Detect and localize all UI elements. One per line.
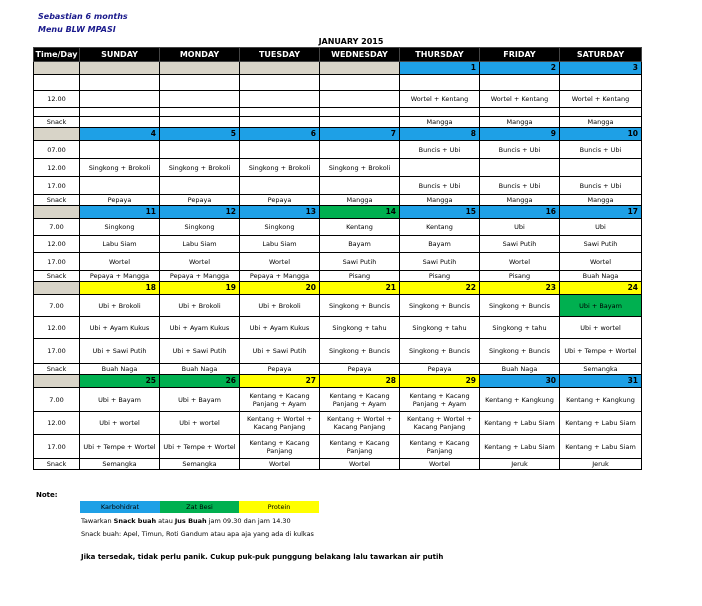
date-cell	[80, 62, 160, 75]
meal-cell: Jeruk	[480, 459, 560, 470]
meal-cell: Jeruk	[560, 459, 642, 470]
meal-cell: Singkong	[240, 219, 320, 236]
meal-cell: Pisang	[400, 271, 480, 282]
meal-cell: Semangka	[80, 459, 160, 470]
legend-carb: Karbohidrat	[80, 501, 160, 513]
week-time-cell	[34, 206, 80, 219]
meal-cell: Ubi + wortel	[560, 317, 642, 339]
choking-tip: Jika tersedak, tidak perlu panik. Cukup puk-puk punggung belakang lalu tawarkan air putih	[81, 553, 444, 561]
meal-cell: Ubi	[560, 219, 642, 236]
meal-cell: Pisang	[320, 271, 400, 282]
meal-row	[34, 317, 642, 339]
meal-calendar	[33, 47, 642, 470]
time-cell: 17.00	[34, 339, 80, 364]
date-cell: 25	[80, 375, 160, 388]
meal-cell: Pepaya + Mangga	[80, 271, 160, 282]
time-cell: Snack	[34, 364, 80, 375]
meal-cell: Ubi + Ayam Kukus	[80, 317, 160, 339]
meal-cell: Wortel + Kentang	[480, 91, 560, 108]
date-cell: 23	[480, 282, 560, 295]
time-cell: 17.00	[34, 435, 80, 459]
meal-cell: Wortel	[560, 253, 642, 271]
meal-cell: Pepaya + Mangga	[160, 271, 240, 282]
date-cell: 21	[320, 282, 400, 295]
meal-cell: Pepaya	[240, 195, 320, 206]
date-cell	[320, 62, 400, 75]
week-time-cell	[34, 128, 80, 141]
meal-cell	[240, 141, 320, 159]
date-cell: 4	[80, 128, 160, 141]
meal-cell: Wortel	[480, 253, 560, 271]
time-cell: 12.00	[34, 412, 80, 435]
meal-cell: Labu Siam	[240, 236, 320, 253]
meal-cell	[80, 117, 160, 128]
meal-cell	[160, 117, 240, 128]
meal-cell: Buah Naga	[560, 271, 642, 282]
snack-list-note: Snack buah: Apel, Timun, Roti Gandum atau apa aja yang ada di kulkas	[81, 530, 314, 538]
date-cell: 9	[480, 128, 560, 141]
time-cell: 17.00	[34, 253, 80, 271]
meal-cell: Kentang + Kacang Panjang	[240, 435, 320, 459]
meal-cell: Buncis + Ubi	[400, 141, 480, 159]
date-cell	[160, 62, 240, 75]
week-date-row	[34, 375, 642, 388]
meal-cell: Mangga	[480, 117, 560, 128]
date-cell: 8	[400, 128, 480, 141]
meal-row	[34, 388, 642, 412]
meal-row	[34, 236, 642, 253]
time-cell: 12.00	[34, 317, 80, 339]
meal-cell: Ubi	[480, 219, 560, 236]
date-cell: 13	[240, 206, 320, 219]
meal-cell	[80, 91, 160, 108]
meal-cell: Kentang + Labu Siam	[480, 435, 560, 459]
meal-cell	[240, 75, 320, 91]
meal-cell	[80, 141, 160, 159]
day-header-sunday: SUNDAY	[80, 48, 160, 62]
meal-row	[34, 117, 642, 128]
date-cell: 3	[560, 62, 642, 75]
legend-protein: Protein	[239, 501, 319, 513]
meal-cell: Mangga	[400, 195, 480, 206]
meal-cell: Semangka	[560, 364, 642, 375]
time-cell: 12.00	[34, 236, 80, 253]
meal-cell: Ubi + Ayam Kukus	[240, 317, 320, 339]
meal-row	[34, 459, 642, 470]
meal-cell: Singkong + Brokoli	[240, 159, 320, 177]
meal-cell: Bayam	[400, 236, 480, 253]
week-date-row	[34, 206, 642, 219]
meal-cell: Bayam	[320, 236, 400, 253]
date-cell: 31	[560, 375, 642, 388]
meal-cell: Kentang + Kacang Panjang + Ayam	[240, 388, 320, 412]
meal-cell: Ubi + Brokoli	[160, 295, 240, 317]
meal-cell	[160, 108, 240, 117]
meal-cell: Ubi + Tempe + Wortel	[80, 435, 160, 459]
meal-cell	[240, 117, 320, 128]
meal-cell: Mangga	[480, 195, 560, 206]
date-cell: 2	[480, 62, 560, 75]
snack-note: Tawarkan Snack buah atau Jus Buah jam 09.30 dan jam 14.30	[81, 517, 291, 525]
meal-cell: Sawi Putih	[480, 236, 560, 253]
date-cell: 12	[160, 206, 240, 219]
time-cell: 07.00	[34, 141, 80, 159]
date-cell	[240, 62, 320, 75]
meal-cell: Kentang + Kacang Panjang + Ayam	[320, 388, 400, 412]
meal-cell	[80, 75, 160, 91]
time-cell: 12.00	[34, 91, 80, 108]
meal-cell	[320, 108, 400, 117]
meal-cell: Singkong + Buncis	[400, 295, 480, 317]
meal-cell	[80, 108, 160, 117]
meal-cell: Ubi + wortel	[160, 412, 240, 435]
meal-cell: Ubi + Bayam	[80, 388, 160, 412]
meal-cell	[400, 159, 480, 177]
meal-cell	[320, 117, 400, 128]
meal-cell: Pepaya	[160, 195, 240, 206]
meal-cell: Kentang + Labu Siam	[480, 412, 560, 435]
meal-cell: Buncis + Ubi	[480, 141, 560, 159]
meal-cell: Ubi + Sawi Putih	[240, 339, 320, 364]
meal-cell	[240, 177, 320, 195]
date-cell: 11	[80, 206, 160, 219]
meal-row	[34, 195, 642, 206]
date-cell: 30	[480, 375, 560, 388]
meal-cell: Mangga	[560, 195, 642, 206]
meal-cell: Kentang + Kacang Panjang	[400, 435, 480, 459]
time-cell	[34, 75, 80, 91]
meal-cell	[80, 177, 160, 195]
meal-cell: Sawi Putih	[400, 253, 480, 271]
meal-cell: Buncis + Ubi	[560, 141, 642, 159]
meal-row	[34, 435, 642, 459]
meal-cell	[160, 75, 240, 91]
meal-cell: Wortel	[240, 253, 320, 271]
meal-cell: Kentang + Labu Siam	[560, 412, 642, 435]
date-cell: 7	[320, 128, 400, 141]
meal-cell	[160, 177, 240, 195]
meal-cell: Mangga	[560, 117, 642, 128]
date-cell: 15	[400, 206, 480, 219]
meal-cell: Singkong + Buncis	[480, 295, 560, 317]
day-header-friday: FRIDAY	[480, 48, 560, 62]
week-time-cell	[34, 375, 80, 388]
meal-cell	[320, 141, 400, 159]
week-time-cell	[34, 62, 80, 75]
meal-cell	[480, 159, 560, 177]
meal-cell: Pepaya	[400, 364, 480, 375]
meal-cell: Kentang + Kacang Panjang + Ayam	[400, 388, 480, 412]
meal-cell: Singkong	[80, 219, 160, 236]
time-cell: Snack	[34, 117, 80, 128]
meal-cell: Ubi + Sawi Putih	[160, 339, 240, 364]
date-cell: 17	[560, 206, 642, 219]
meal-cell: Singkong + Buncis	[400, 339, 480, 364]
meal-cell	[560, 159, 642, 177]
meal-cell: Kentang + Wortel + Kacang Panjang	[400, 412, 480, 435]
meal-cell: Singkong + tahu	[400, 317, 480, 339]
meal-cell: Wortel	[80, 253, 160, 271]
meal-cell	[320, 75, 400, 91]
meal-cell: Kentang	[320, 219, 400, 236]
meal-cell: Kentang + Kangkung	[480, 388, 560, 412]
meal-row	[34, 219, 642, 236]
meal-cell: Kentang + Wortel + Kacang Panjang	[240, 412, 320, 435]
meal-row	[34, 108, 642, 117]
date-cell: 18	[80, 282, 160, 295]
meal-cell: Buncis + Ubi	[480, 177, 560, 195]
meal-cell: Singkong + Brokoli	[160, 159, 240, 177]
meal-cell: Singkong + Buncis	[480, 339, 560, 364]
meal-cell: Singkong + Brokoli	[80, 159, 160, 177]
meal-cell	[160, 91, 240, 108]
meal-cell: Singkong + tahu	[320, 317, 400, 339]
meal-cell: Ubi + Brokoli	[240, 295, 320, 317]
meal-cell: Wortel + Kentang	[560, 91, 642, 108]
meal-row	[34, 271, 642, 282]
meal-cell: Mangga	[400, 117, 480, 128]
meal-cell: Pepaya	[320, 364, 400, 375]
time-cell: 7.00	[34, 219, 80, 236]
meal-cell: Buah Naga	[80, 364, 160, 375]
meal-cell: Kentang + Wortel + Kacang Panjang	[320, 412, 400, 435]
meal-cell: Wortel + Kentang	[400, 91, 480, 108]
time-cell: Snack	[34, 195, 80, 206]
meal-cell: Ubi + Tempe + Wortel	[560, 339, 642, 364]
meal-cell	[240, 91, 320, 108]
meal-cell: Ubi + wortel	[80, 412, 160, 435]
meal-cell	[240, 108, 320, 117]
week-time-cell	[34, 282, 80, 295]
meal-cell	[160, 141, 240, 159]
meal-row	[34, 159, 642, 177]
time-cell: 7.00	[34, 388, 80, 412]
meal-cell: Ubi + Bayam	[160, 388, 240, 412]
time-cell: 17.00	[34, 177, 80, 195]
meal-cell: Kentang + Kangkung	[560, 388, 642, 412]
meal-cell: Kentang	[400, 219, 480, 236]
meal-cell: Wortel	[240, 459, 320, 470]
meal-cell: Ubi + Ayam Kukus	[160, 317, 240, 339]
meal-cell	[400, 75, 480, 91]
meal-row	[34, 75, 642, 91]
meal-cell	[400, 108, 480, 117]
meal-cell: Singkong + Brokoli	[320, 159, 400, 177]
meal-cell	[320, 91, 400, 108]
day-header-row	[34, 48, 642, 62]
meal-cell: Labu Siam	[160, 236, 240, 253]
meal-cell: Kentang + Labu Siam	[560, 435, 642, 459]
date-cell: 22	[400, 282, 480, 295]
meal-cell: Buncis + Ubi	[400, 177, 480, 195]
date-cell: 27	[240, 375, 320, 388]
meal-cell: Ubi + Tempe + Wortel	[160, 435, 240, 459]
meal-row	[34, 141, 642, 159]
week-date-row	[34, 128, 642, 141]
meal-row	[34, 253, 642, 271]
meal-cell: Mangga	[320, 195, 400, 206]
week-date-row	[34, 282, 642, 295]
time-day-header: Time/Day	[34, 48, 80, 62]
meal-cell: Ubi + Brokoli	[80, 295, 160, 317]
note-label: Note:	[36, 491, 58, 499]
time-cell	[34, 108, 80, 117]
meal-cell	[480, 108, 560, 117]
meal-cell: Wortel	[400, 459, 480, 470]
date-cell: 20	[240, 282, 320, 295]
meal-cell	[560, 108, 642, 117]
day-header-thursday: THURSDAY	[400, 48, 480, 62]
day-header-wednesday: WEDNESDAY	[320, 48, 400, 62]
meal-cell: Pepaya + Mangga	[240, 271, 320, 282]
meal-cell: Singkong + Buncis	[320, 295, 400, 317]
meal-row	[34, 177, 642, 195]
meal-cell: Pepaya	[240, 364, 320, 375]
meal-cell	[320, 177, 400, 195]
meal-cell	[560, 75, 642, 91]
meal-cell: Singkong + tahu	[480, 317, 560, 339]
meal-cell: Labu Siam	[80, 236, 160, 253]
date-cell: 28	[320, 375, 400, 388]
day-header-monday: MONDAY	[160, 48, 240, 62]
meal-cell: Semangka	[160, 459, 240, 470]
date-cell: 24	[560, 282, 642, 295]
time-cell: 12.00	[34, 159, 80, 177]
meal-cell: Ubi + Sawi Putih	[80, 339, 160, 364]
meal-cell: Singkong	[160, 219, 240, 236]
meal-cell: Sawi Putih	[320, 253, 400, 271]
meal-cell: Pepaya	[80, 195, 160, 206]
meal-cell: Kentang + Kacang Panjang	[320, 435, 400, 459]
menu-title: Menu BLW MPASI	[38, 25, 116, 34]
meal-cell: Pisang	[480, 271, 560, 282]
date-cell: 6	[240, 128, 320, 141]
date-cell: 16	[480, 206, 560, 219]
meal-row	[34, 364, 642, 375]
meal-cell: Buncis + Ubi	[560, 177, 642, 195]
meal-cell: Singkong + Buncis	[320, 339, 400, 364]
meal-cell	[480, 75, 560, 91]
date-cell: 26	[160, 375, 240, 388]
day-header-tuesday: TUESDAY	[240, 48, 320, 62]
meal-row	[34, 412, 642, 435]
meal-cell: Sawi Putih	[560, 236, 642, 253]
meal-row	[34, 91, 642, 108]
meal-cell: Buah Naga	[160, 364, 240, 375]
date-cell: 29	[400, 375, 480, 388]
time-cell: 7.00	[34, 295, 80, 317]
meal-row	[34, 339, 642, 364]
month-title: JANUARY 2015	[318, 37, 384, 46]
child-title: Sebastian 6 months	[38, 12, 128, 21]
meal-cell: Wortel	[160, 253, 240, 271]
week-date-row	[34, 62, 642, 75]
day-header-saturday: SATURDAY	[560, 48, 642, 62]
date-cell: 19	[160, 282, 240, 295]
meal-cell: Buah Naga	[480, 364, 560, 375]
meal-cell: Wortel	[320, 459, 400, 470]
time-cell: Snack	[34, 459, 80, 470]
meal-cell: Ubi + Bayam	[560, 295, 642, 317]
meal-row	[34, 295, 642, 317]
time-cell: Snack	[34, 271, 80, 282]
date-cell: 1	[400, 62, 480, 75]
date-cell: 10	[560, 128, 642, 141]
date-cell: 5	[160, 128, 240, 141]
legend-iron: Zat Besi	[160, 501, 239, 513]
date-cell: 14	[320, 206, 400, 219]
